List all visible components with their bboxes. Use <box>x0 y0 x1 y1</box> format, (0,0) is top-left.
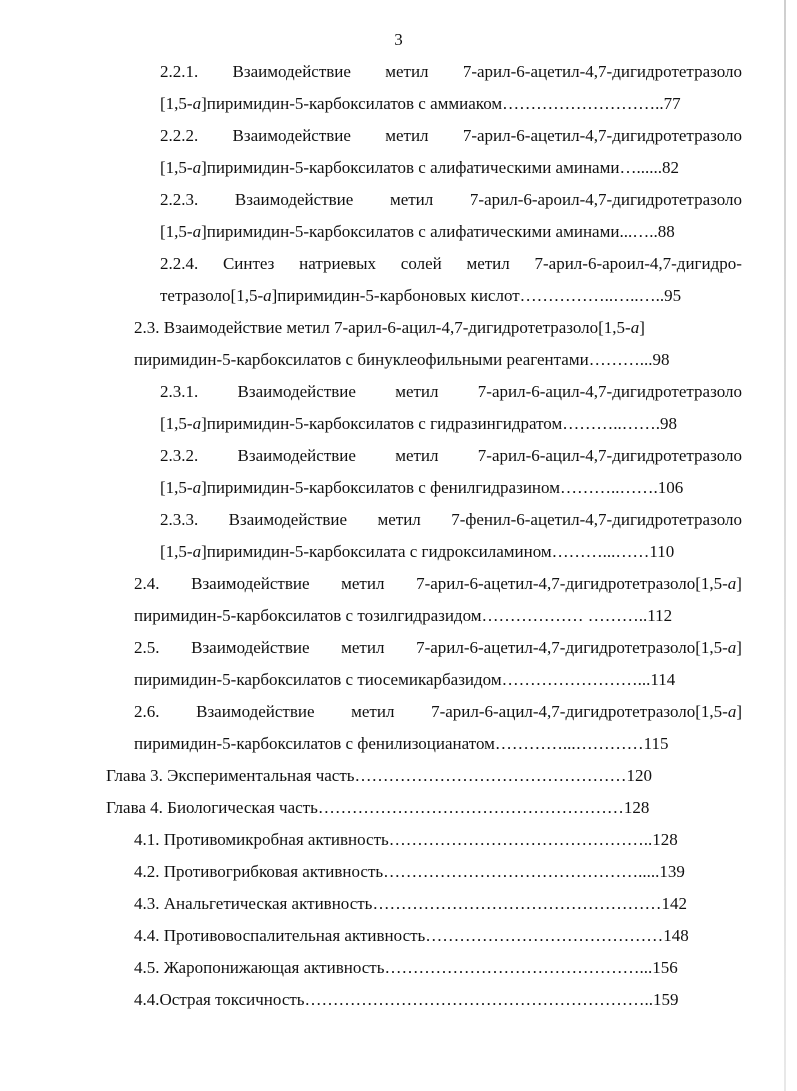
toc-word: метил <box>385 126 429 145</box>
toc-line-1 <box>160 62 742 82</box>
toc-line-11 <box>160 382 742 402</box>
toc-line-5 <box>160 190 742 210</box>
toc-word: 2.4. <box>134 574 160 593</box>
toc-line-16: [1,5-а]пиримидин-5-карбоксилата с гидроксиламином………...……110 <box>160 542 675 561</box>
toc-word: метил <box>377 510 421 529</box>
toc-line-13 <box>160 446 742 466</box>
toc-line-10: пиримидин-5-карбоксилатов с бинуклеофильными реагентами………...98 <box>134 350 670 369</box>
toc-word: 7-арил-6-ароил-4,7-дигидротетразоло <box>469 190 742 209</box>
toc-word: метил <box>351 702 395 721</box>
toc-line-26: 4.2. Противогрибковая активность……………………………………….....139 <box>134 862 685 881</box>
toc-word: 7-арил-6-ацетил-4,7-дигидротетразоло <box>462 62 742 81</box>
toc-word: метил <box>385 62 429 81</box>
toc-line-18: пиримидин-5-карбоксилатов с тозилгидразидом……………… ………..112 <box>134 606 673 625</box>
toc-word: метил <box>341 638 385 657</box>
toc-chapter-3: Глава 3. Экспериментальная часть…………………………………………120 <box>106 766 653 785</box>
toc-line-8: тетразоло[1,5-а]пиримидин-5-карбоновых кислот……………..…..…..95 <box>160 286 682 305</box>
toc-word: 7-арил-6-ацил-4,7-дигидротетразоло[1,5-а] <box>431 702 742 721</box>
page-edge-shadow <box>784 0 786 1091</box>
toc-word: Взаимодействие <box>237 382 356 401</box>
toc-line-15 <box>160 510 742 530</box>
toc-line-9: 2.3. Взаимодействие метил 7-арил-6-ацил-4,7-дигидротетразоло[1,5-а] <box>134 318 645 337</box>
toc-line-12: [1,5-а]пиримидин-5-карбоксилатов с гидразингидратом………..…….98 <box>160 414 677 433</box>
toc-line-27: 4.3. Анальгетическая активность……………………………………………142 <box>134 894 687 913</box>
toc-line-21 <box>134 702 742 722</box>
toc-word: 2.2.4. <box>160 254 199 273</box>
toc-word: Взаимодействие <box>196 702 315 721</box>
toc-line-7 <box>160 254 742 274</box>
toc-word: 2.2.1. <box>160 62 199 81</box>
toc-word: метил <box>341 574 385 593</box>
toc-word: метил <box>466 254 510 273</box>
toc-line-2: [1,5-а]пиримидин-5-карбоксилатов с аммиаком………………………..77 <box>160 94 681 113</box>
toc-line-4: [1,5-а]пиримидин-5-карбоксилатов с алифатическими аминами…......82 <box>160 158 679 177</box>
toc-line-28: 4.4. Противовоспалительная активность……………………………………148 <box>134 926 689 945</box>
toc-word: 2.2.3. <box>160 190 199 209</box>
toc-word: 2.3.1. <box>160 382 199 401</box>
toc-word: 7-арил-6-ацетил-4,7-дигидротетразоло <box>462 126 742 145</box>
toc-line-17 <box>134 574 742 594</box>
toc-word: метил <box>395 382 439 401</box>
toc-word: 7-фенил-6-ацетил-4,7-дигидротетразоло <box>451 510 742 529</box>
toc-word: 2.5. <box>134 638 160 657</box>
toc-word: 2.3.2. <box>160 446 199 465</box>
toc-line-25: 4.1. Противомикробная активность………………………………………..128 <box>134 830 678 849</box>
toc-word: 7-арил-6-ацил-4,7-дигидротетразоло <box>477 382 742 401</box>
toc-word: Взаимодействие <box>191 574 310 593</box>
toc-word: Взаимодействие <box>228 510 348 529</box>
toc-line-3 <box>160 126 742 146</box>
toc-word: метил <box>395 446 439 465</box>
toc-word: 7-арил-6-ацетил-4,7-дигидротетразоло[1,5-а] <box>416 574 742 593</box>
toc-word: метил <box>389 190 434 209</box>
page-number: 3 <box>394 30 403 49</box>
toc-word: Взаимодействие <box>232 126 351 145</box>
toc-word: 7-арил-6-ацил-4,7-дигидротетразоло <box>477 446 742 465</box>
toc-word: 2.6. <box>134 702 160 721</box>
toc-word: Синтез <box>222 254 275 273</box>
toc-word: 7-арил-6-ацетил-4,7-дигидротетразоло[1,5-а] <box>416 638 742 657</box>
toc-word: 7-арил-6-ароил-4,7-дигидро- <box>534 254 742 273</box>
toc-word: Взаимодействие <box>234 190 354 209</box>
toc-line-14: [1,5-а]пиримидин-5-карбоксилатов с фенилгидразином………..…….106 <box>160 478 684 497</box>
toc-word: Взаимодействие <box>191 638 310 657</box>
toc-word: Взаимодействие <box>232 62 351 81</box>
toc-word: 2.2.2. <box>160 126 199 145</box>
toc-word: 2.3.3. <box>160 510 199 529</box>
toc-line-30: 4.4.Острая токсичность……………………………………………………..159 <box>134 990 679 1009</box>
toc-word: Взаимодействие <box>237 446 356 465</box>
toc-line-6: [1,5-а]пиримидин-5-карбоксилатов с алифатическими аминами...…..88 <box>160 222 675 241</box>
toc-line-29: 4.5. Жаропонижающая активность………………………………………...156 <box>134 958 678 977</box>
toc-word: натриевых <box>299 254 377 273</box>
toc-word: солей <box>400 254 442 273</box>
toc-line-19 <box>134 638 742 658</box>
toc-line-20: пиримидин-5-карбоксилатов с тиосемикарбазидом……………………...114 <box>134 670 676 689</box>
toc-chapter-4: Глава 4. Биологическая часть………………………………………………128 <box>106 798 650 817</box>
toc-line-22: пиримидин-5-карбоксилатов с фенилизоцианатом…………...…………115 <box>134 734 669 753</box>
